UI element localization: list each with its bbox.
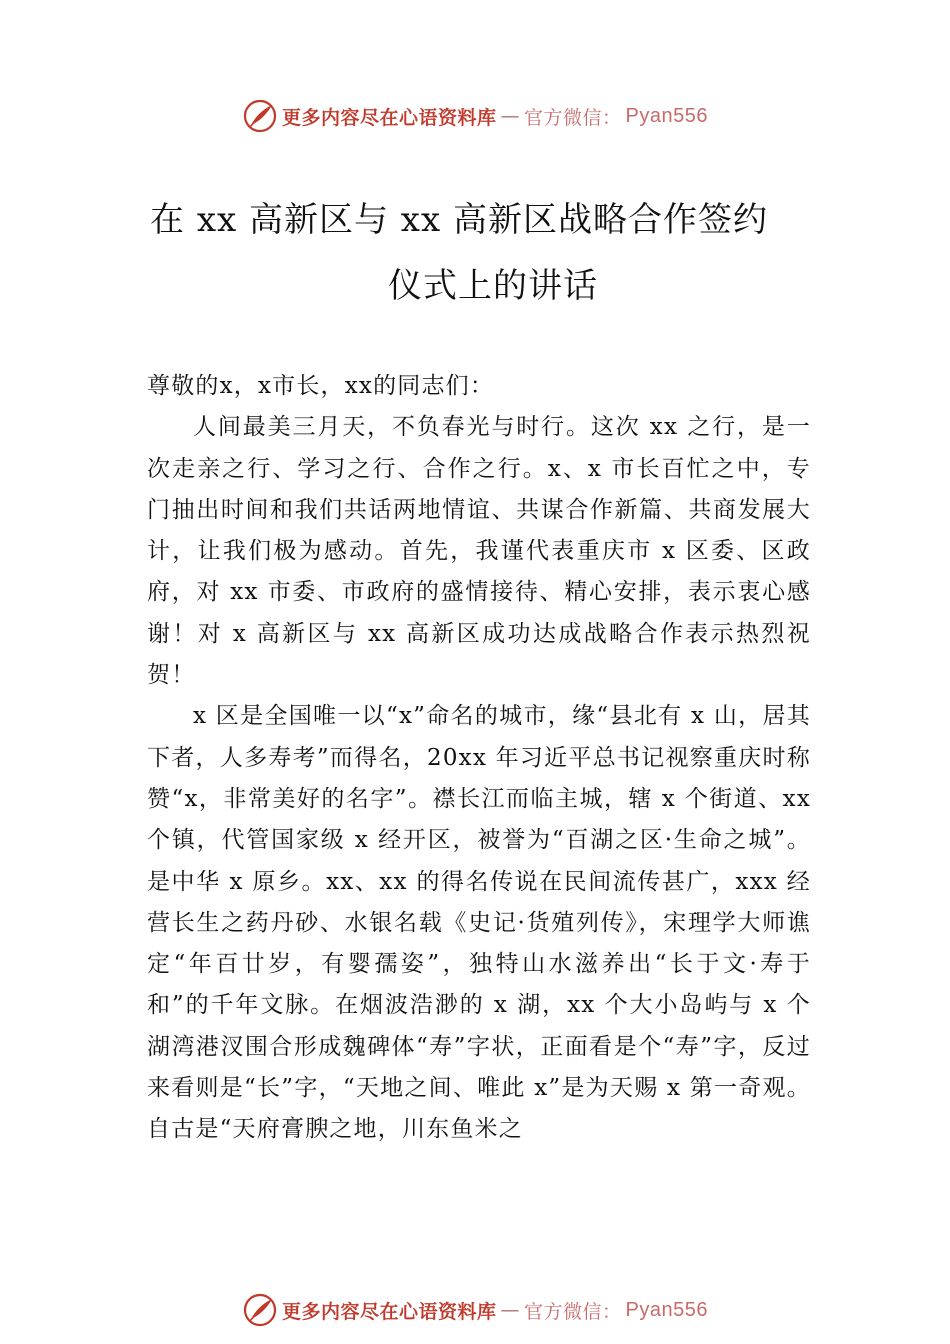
banner-wechat-id: Pyan556	[625, 104, 708, 127]
footer-banner-wechat-id: Pyan556	[625, 1298, 708, 1321]
document-body	[147, 366, 811, 1151]
quill-circle-logo-icon	[242, 1292, 278, 1328]
quill-circle-logo-icon	[242, 98, 278, 134]
footer-banner-wechat-label: 官方微信：	[524, 1300, 622, 1323]
body-paragraph-1: 人间最美三月天，不负春光与时行。这次 xx 之行，是一次走亲之行、学习之行、合作之行。x、x 市长百忙之中，专门抽出时间和我们共话两地情谊、共谋合作新篇、共商发展大计，让我们极为感动。首先，我谨代表重庆市 x 区委、区政府，对 xx 市委、市政府的盛情接待、精心安排，表示衷心感谢！对 x 高新区与 xx 高新区成功达成战略合作表示热烈祝贺！	[147, 414, 811, 689]
footer-watermark-banner	[0, 1290, 950, 1330]
footer-banner-main-text: 更多内容尽在心语资料库	[282, 1300, 497, 1323]
body-paragraph-2: x 区是全国唯一以“x”命名的城市，缘“县北有 x 山，居其下者，人多寿考”而得名，20xx 年习近平总书记视察重庆时称赞“x，非常美好的名字”。襟长江而临主城，辖 x 个街道、xx 个镇，代管国家级 x 经开区，被誉为“百湖之区·生命之城”。是中华 x 原乡。xx、xx 的得名传说在民间流传甚广，xxx 经营长生之药丹砂、水银名载《史记·货殖列传》，宋理学大师谯定“年百廿岁，有婴孺姿”，独特山水滋养出“长于文·寿于和”的千年文脉。在烟波浩渺的 x 湖，xx 个大小岛屿与 x 个湖湾港汊围合形成魏碑体“寿”字状，正面看是个“寿”字，反过来看则是“长”字，“天地之间、唯此 x”是为天赐 x 第一奇观。自古是“天府膏腴之地，川东鱼米之	[147, 703, 811, 1143]
salutation: 尊敬的x，x市长，xx的同志们：	[147, 373, 495, 399]
header-watermark-banner	[0, 96, 950, 136]
document-title-line-1: 在 xx 高新区与 xx 高新区战略合作签约	[150, 200, 768, 240]
banner-wechat-label: 官方微信：	[524, 106, 622, 129]
document-title-line-2: 仪式上的讲话	[388, 266, 598, 306]
footer-banner-dash: —	[500, 1299, 521, 1321]
banner-main-text: 更多内容尽在心语资料库	[282, 106, 497, 129]
banner-dash: —	[500, 105, 521, 127]
